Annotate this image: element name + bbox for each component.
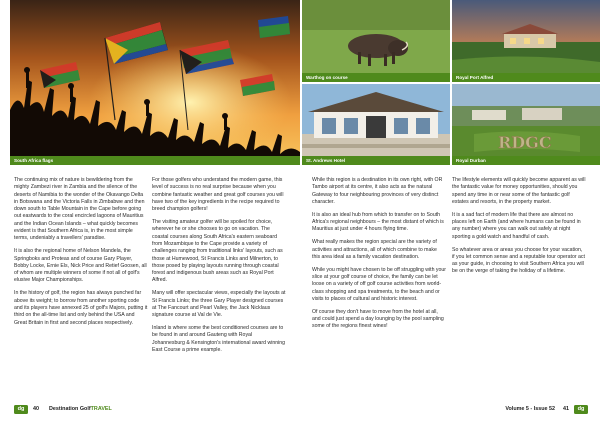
paragraph: Inland is where some the best conditioned courses are to be found in and around Gauteng with Royal Johannesburg & Kensington's international award winning East Course a prime example. <box>152 325 286 354</box>
footer-right <box>505 403 588 415</box>
south-africa-flags-photo <box>10 0 300 165</box>
photo-caption: South Africa flags <box>10 156 300 165</box>
page-number-left: 40 <box>33 406 39 412</box>
footer-left <box>14 403 112 415</box>
st-andrews-illustration <box>302 84 450 165</box>
south-africa-flags-illustration <box>10 0 300 165</box>
royal-durban-photo <box>452 84 600 165</box>
paragraph: While this region is a destination in its own right, with OR Tambo airport at its centre, it also acts as the natural Gateway to four neighbouring provinces of very distinct character. <box>312 177 443 205</box>
photo-caption: St. Andrews Hotel <box>302 156 450 165</box>
publication-title: Destination Golf <box>49 406 91 412</box>
st-andrews-hotel-photo <box>302 84 450 165</box>
paragraph: It is also an ideal hub from which to transfer on to South Africa's regional neighbours – the most distant of which is Mauritius at just under 4 hours flying time. <box>312 211 444 233</box>
paragraph: While you might have chosen to be off struggling with your slice at your golf course of choice, the family can be let loose on a variety of off golf course activities from world-class shopping and spa treatments, to the beach and or visits to places of cultural and historic interest. <box>312 266 446 302</box>
volume-issue: Volume 5 - Issue 52 <box>505 406 555 412</box>
royal-port-alfred-photo <box>452 0 600 82</box>
paragraph: So whatever area or areas you choose for your vacation, if you let common sense and a reputable tour operator act as your guide, in choosing to visit Southern Africa you will be on the verge of taking the holiday of a lifetime. <box>452 246 585 275</box>
paragraph: For those golfers who understand the modern game, this level of success is no real surprise because when you combine fantastic weather and great golf courses you will have two of the key ingredients in the recipe required to breed champion golfers! <box>152 177 284 213</box>
paragraph: Of course they don't have to move from the hotel at all, and could just spend a day lounging by the pool sampling some of the regions finest wines! <box>312 308 444 330</box>
paragraph: The visiting amateur golfer will be spoiled for choice, wherever he or she chooses to go on vacation. The coastal courses along South Africa's eastern seaboard from Mozambique to the Cape provide a variety of challenges ranging from traditional links' layouts, such as those at Humewood, St Francis Links and Milnerton, to those posed by playing layouts running through coastal forest and indigenous bush areas such as Royal Port Alfred. <box>152 219 283 284</box>
text-column-3 <box>312 177 446 336</box>
paragraph: It is also the regional home of Nelson Mandela, the Springboks and Proteas and of course Gary Player, Bobby Locke, Ernie Els, Nick Price and Retief Goosen, all of whom are multiple winners of some if not all of golf's elusive Major Championships. <box>14 248 147 284</box>
text-column-1 <box>14 177 148 332</box>
text-column-4 <box>452 177 586 281</box>
warthog-photo <box>302 0 450 82</box>
dg-logo: dg <box>14 405 28 414</box>
paragraph: It is a sad fact of modern life that there are almost no places left on Earth (and where humans can be found in any number) where you can walk out safely at night sporting a gold watch and handful of cash. <box>452 211 581 240</box>
port-alfred-illustration <box>452 0 600 82</box>
publication-title-accent: TRAVEL <box>90 406 112 412</box>
paragraph: In the history of golf, the region has always punched far above its weight; to borrow from another sporting code and its players have annexed 25 of golf's Majors, putting it third on the all-time list and only behind the USA and Great Britain in first and second places respectively. <box>14 290 148 326</box>
dg-logo: dg <box>574 405 588 414</box>
paragraph: What really makes the region special are the variety of activities and attractions, all of which combine to make this area ideal as a family vacation destination. <box>312 239 437 260</box>
photo-caption: Royal Durban <box>452 156 600 165</box>
photo-caption: Warthog on course <box>302 73 450 82</box>
royal-durban-illustration <box>452 84 600 165</box>
rdgc-sign-text: RDGC <box>498 133 552 152</box>
paragraph: The lifestyle elements will quickly become apparent as will the fantastic value for money opportunities, should you spend any time in or near some of the fantastic golf estates and resorts, in the property market. <box>452 177 586 205</box>
text-column-2 <box>152 177 286 360</box>
paragraph: Many will offer spectacular views, especially the layouts at St Francis Links; the three Gary Player designed courses at The Fancourt and Pearl Valley, the Jack Nicklaus signature course at Val de Vie. <box>152 290 286 319</box>
paragraph: The continuing mix of nature is bewildering from the mighty Zambezi river in Zambia and the silence of the deserts of Namibia to the wonder of the Okavango Delta in Botswana and the Victoria Falls in Zimbabwe and then down south to Table Mountain in the Cape before going out eastwards to the coral encircled lagoons of Mauritius and the Indian Ocean Islands – what quickly becomes evident is that Southern Africa is, in the most simple terms, undeniably a travellers' paradise. <box>14 177 145 242</box>
warthog-illustration <box>302 0 450 82</box>
photo-caption: Royal Port Alfred <box>452 73 600 82</box>
page-number-right: 41 <box>563 406 569 412</box>
